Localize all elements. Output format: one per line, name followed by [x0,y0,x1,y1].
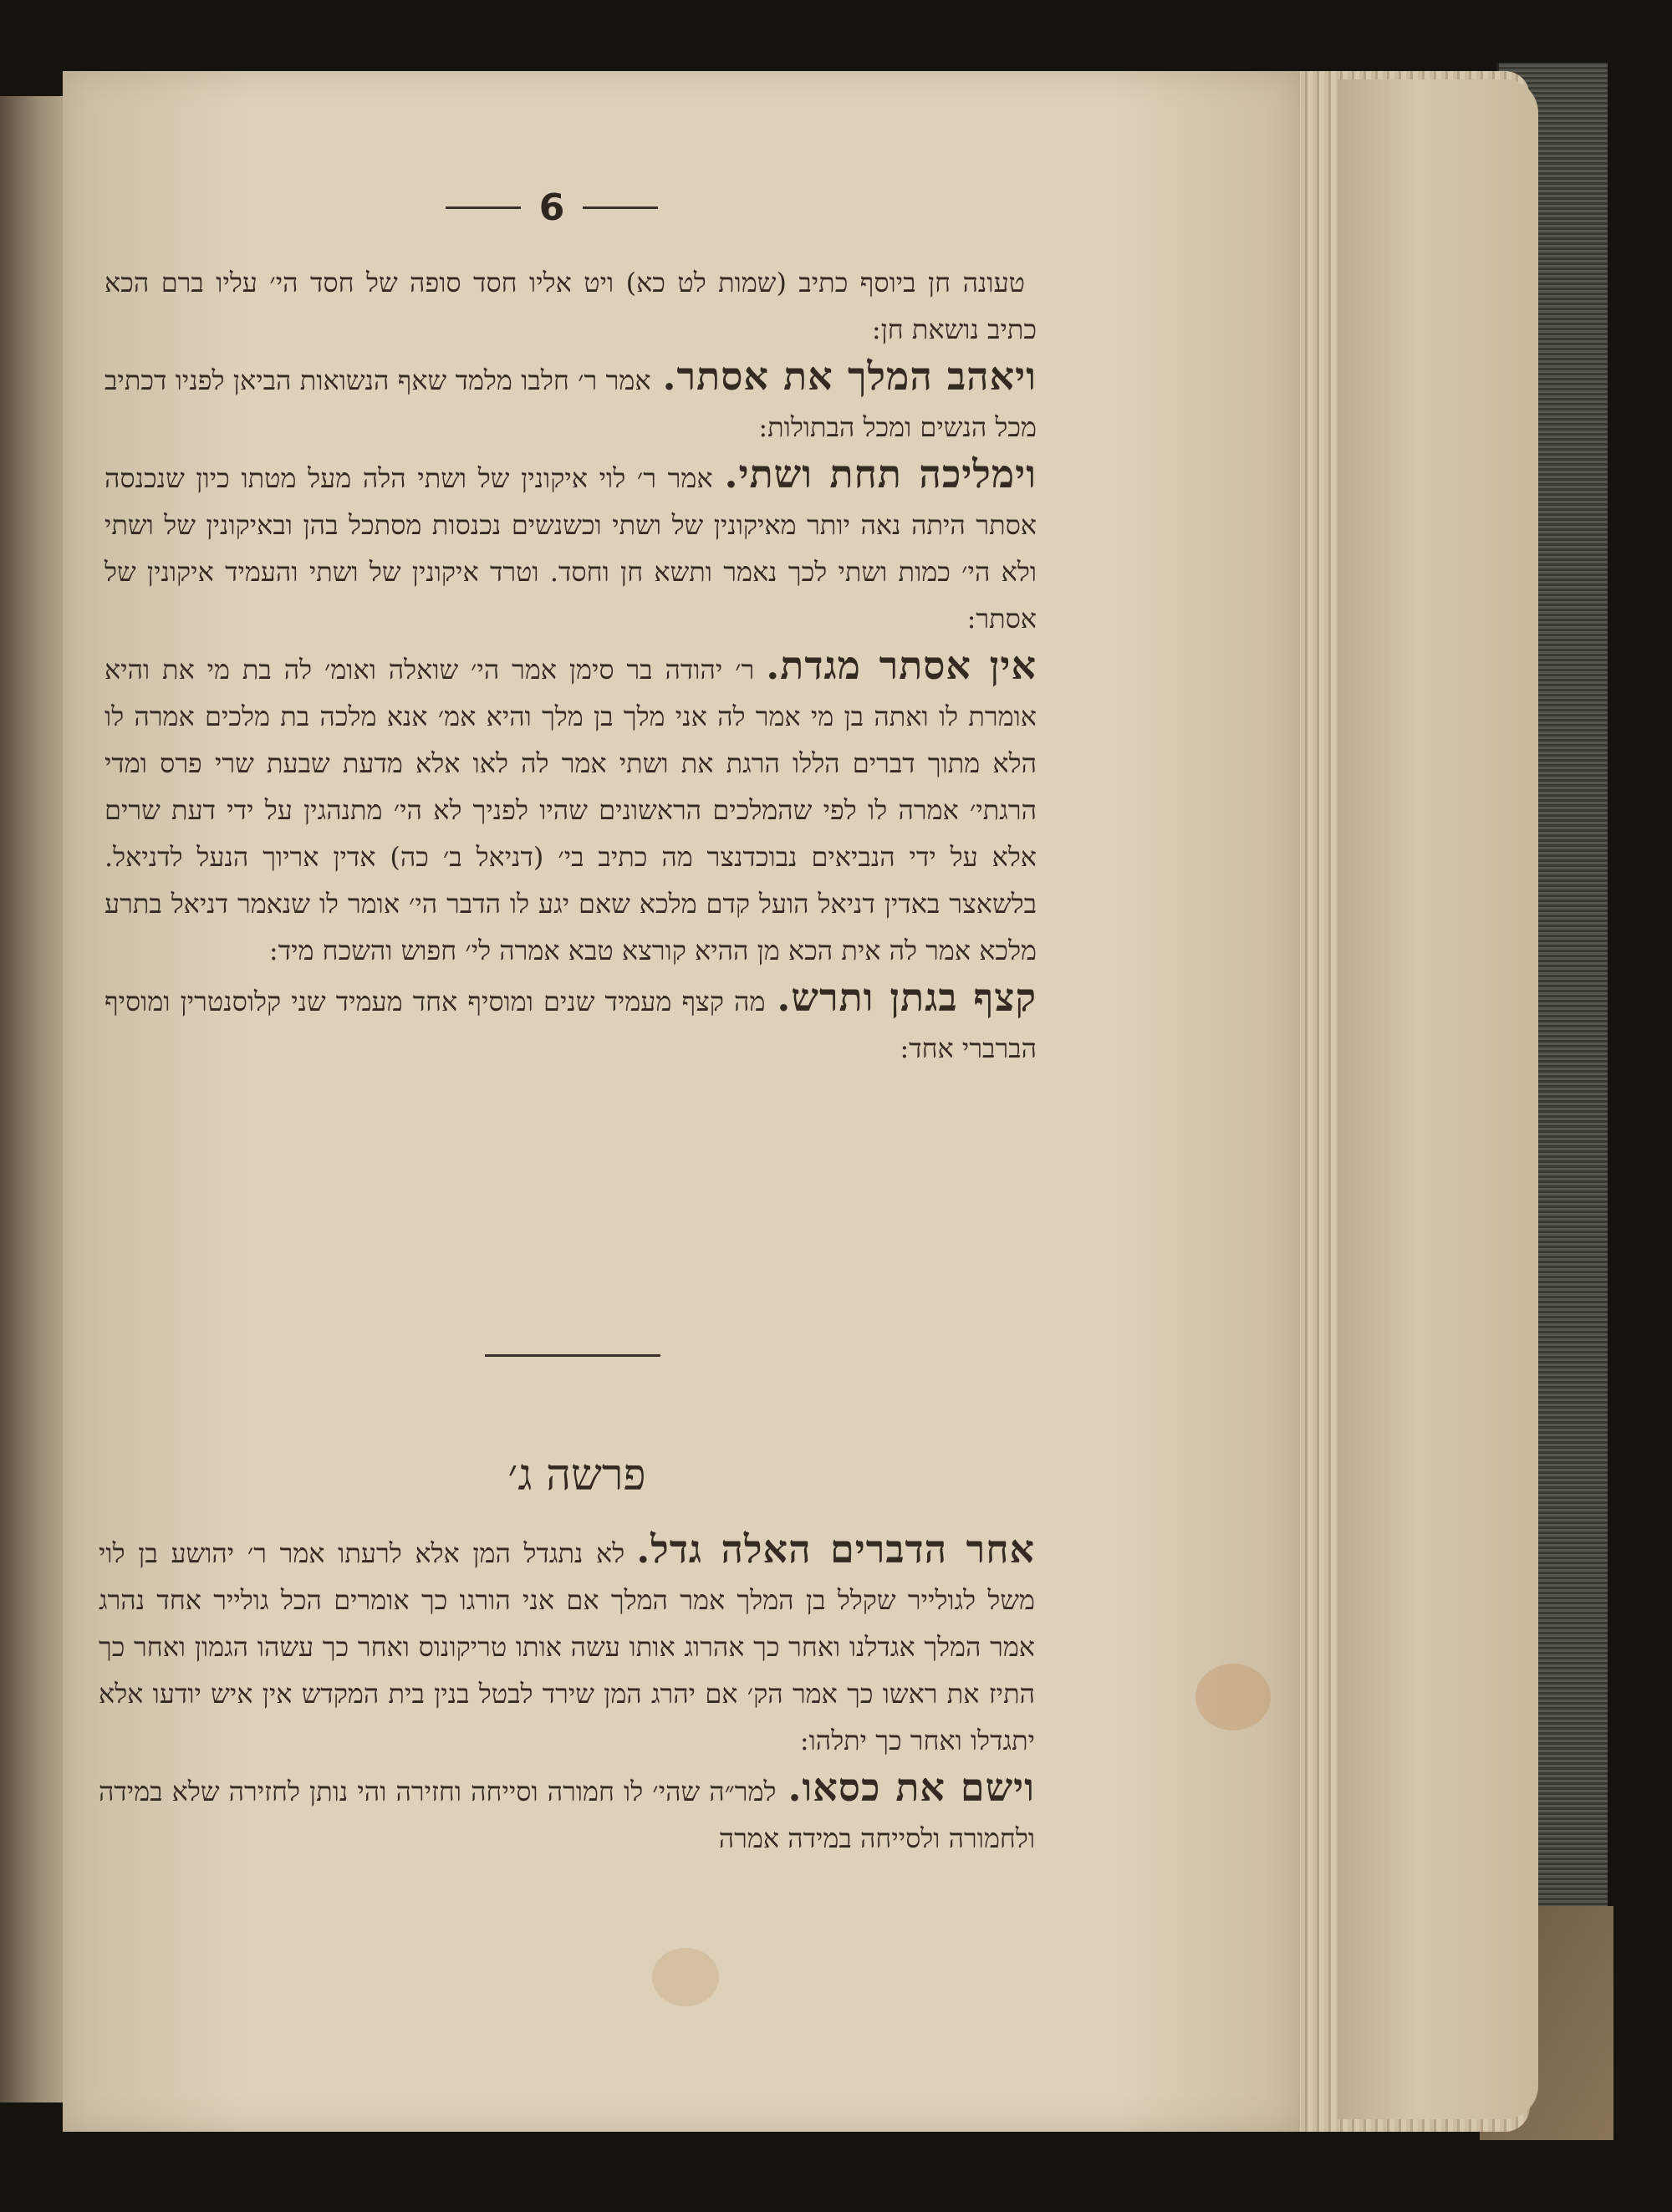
paragraph [99,1764,1035,1862]
chapter-text [99,1526,1035,1862]
chapter-title: פרשה ג׳ [507,1450,646,1501]
paragraph [104,451,1037,642]
paragraph [104,642,1037,974]
paragraph [104,255,1037,353]
paragraph [99,1526,1035,1764]
paragraph-lead: וימליכה תחת ושתי. [724,451,1037,497]
paragraph-body: ר׳ יהודה בר סימן אמר הי׳ שואלה ואומ׳ לה בת מי את והיא אומרת לו ואתה בן מי אמר לה אני מלך בן מלך והיא אמ׳ אנא מלכה בת מלכים אמרה לו הלא מתוך דברים הללו הרגת את ושתי אמר לה לאו אלא מדעת שבעת שרי פרס ומדי הרגתי׳ אמרה לו לפי שהמלכים הראשונים שהיו לפניך לא הי׳ מתנהגין על ידי דעת שרים אלא על ידי הנביאים נבוכדנצר מה כתיב בי׳ (דניאל ב׳ כה) אדין אריוך הנעל לדניאל. בלשאצר באדין דניאל הועל קדם מלכא שאם יגע לו הדבר הי׳ אומר לו שנאמר דניאל בתרע מלכא אמר לה אית הכא מן ההיא קורצא טבא אמרה לי׳ חפוש והשכח מיד: [104,654,1037,966]
paragraph-body: אמר ר׳ לוי איקונין של ושתי הלה מעל מטתו כיון שנכנסה אסתר היתה נאה יותר מאיקונין של ושתי וכשנשים נכנסות מסתכל בהן ובאיקונין של ושתי ולא הי׳ כמות ושתי לכך נאמר ותשא חן וחסד. וטרד איקונין של ושתי והעמיד איקונין של אסתר: [104,462,1037,635]
header-rule-right [583,206,658,209]
page-header [418,182,686,232]
paragraph-lead: אחר הדברים האלה גדל. [636,1526,1035,1572]
paragraph-lead: אין אסתר מגדת. [766,643,1037,688]
paragraph-body: לא נתגדל המן אלא לרעתו אמר ר׳ יהושע בן לוי משל לגולייר שקלל בן המלך אמר המלך אם אני הורגו כך אומרים הכל גולייר אחד נהרג אמר המלך אגדלנו ואחר כך אהרוג אותו עשה אותו טריקונוס ואחר כך עשהו הגמון ואחר כך התיז את ראשו כך אמר הק׳ אם יהרג המן שירד לבטל בנין בית המקדש אין איש יודעו אלא יתגדלו ואחר כך יתלהו: [99,1537,1036,1756]
header-rule-left [446,206,521,209]
paragraph-lead: וישם את כסאו. [788,1765,1035,1810]
facing-page-edge [0,96,67,2102]
page-number: 6 [538,186,565,229]
paragraph-body: מה קצף מעמיד שנים ומוסיף אחד מעמיד שני קלוסנטרין ומוסיף הברברי אחד: [104,986,1037,1064]
section-separator [485,1354,660,1357]
paragraph-lead: ויאהב המלך את אסתר. [662,354,1037,399]
paragraph-body: למר״ה שהי׳ לו חמורה וסייחה וחזירה והי נותן לחזירה שלא במידה ולחמורה ולסייחה במידה אמרה [99,1776,1035,1854]
paragraph-body: טעונה חן ביוסף כתיב (שמות לט כא) ויט אליו חסד סופה של חסד הי׳ עליו ברם הכא כתיב נושאת חן: [104,267,1037,345]
paragraph [104,974,1037,1072]
paper-stain [652,1948,719,2006]
paragraph-lead: קצף בגתן ותרש. [777,975,1037,1020]
paragraph [104,353,1037,451]
paragraph-body: אמר ר׳ חלבו מלמד שאף הנשואות הביאן לפניו דכתיב מכל הנשים ומכל הבתולות: [104,364,1037,443]
page-stack-front [1338,79,1538,2119]
paper-stain [1195,1664,1271,1730]
main-text [104,255,1037,1072]
